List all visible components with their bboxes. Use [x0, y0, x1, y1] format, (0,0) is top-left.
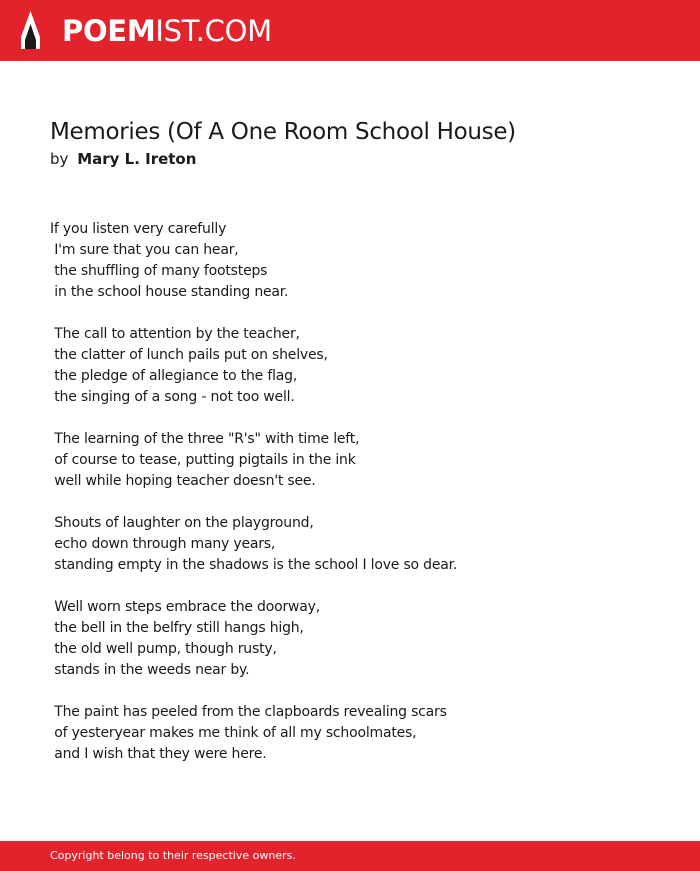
byline [50, 149, 196, 169]
poem-body [50, 219, 650, 765]
poem-line: well while hoping teacher doesn't see. [50, 473, 316, 489]
poem-line: the pledge of allegiance to the flag, [50, 368, 298, 384]
poem-line: If you listen very carefully [50, 221, 227, 237]
site-logo[interactable] [62, 13, 272, 49]
poem-line: the clatter of lunch pails put on shelves, [50, 347, 328, 363]
poem-line: of yesteryear makes me think of all my schoolmates, [50, 725, 417, 741]
stanza-break [50, 576, 650, 597]
poem-line: stands in the weeds near by. [50, 662, 250, 678]
poem-line: and I wish that they were here. [50, 746, 267, 762]
poem-line: The learning of the three "R's" with time left, [50, 431, 360, 447]
stanza-break [50, 408, 650, 429]
by-label: by [50, 150, 69, 168]
poem-line: echo down through many years, [50, 536, 276, 552]
poem-line: Shouts of laughter on the playground, [50, 515, 314, 531]
logo-text-bold: POEM [62, 14, 156, 48]
logo-text-light: IST.COM [155, 14, 272, 48]
site-header [0, 0, 700, 61]
poem-line: in the school house standing near. [50, 284, 289, 300]
poem-line: the old well pump, though rusty, [50, 641, 277, 657]
pen-nib-icon[interactable] [18, 10, 43, 51]
poem-line: The call to attention by the teacher, [50, 326, 300, 342]
poem-line: The paint has peeled from the clapboards revealing scars [50, 704, 447, 720]
author-name: Mary L. Ireton [77, 150, 197, 168]
poem-line: the bell in the belfry still hangs high, [50, 620, 304, 636]
poem-line: I'm sure that you can hear, [50, 242, 239, 258]
stanza-break [50, 492, 650, 513]
stanza-break [50, 681, 650, 702]
poem-line: standing empty in the shadows is the school I love so dear. [50, 557, 458, 573]
stanza-break [50, 303, 650, 324]
site-footer [0, 841, 700, 871]
poem-line: the shuffling of many footsteps [50, 263, 268, 279]
poem-title: Memories (Of A One Room School House) [50, 119, 516, 145]
poem-line: Well worn steps embrace the doorway, [50, 599, 320, 615]
poem-line: of course to tease, putting pigtails in the ink [50, 452, 356, 468]
copyright-notice: Copyright belong to their respective owners. [50, 849, 296, 862]
poem-line: the singing of a song - not too well. [50, 389, 295, 405]
